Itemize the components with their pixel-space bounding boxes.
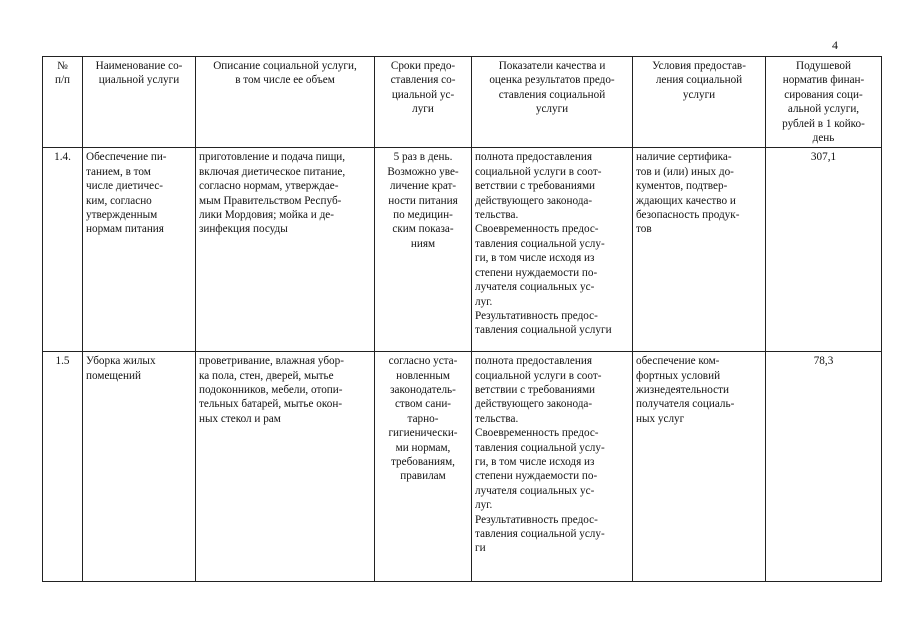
services-table [42, 56, 882, 582]
header-terms: Сроки предо- ставления со- циальной ус- луги [375, 57, 472, 148]
page-number: 4 [832, 38, 838, 52]
header-description: Описание социальной услуги, в том числе ее объем [196, 57, 375, 148]
row-number: 1.4. [43, 148, 83, 352]
service-description: приготовление и подача пищи, включая диетическое питание, согласно нормам, утверждае- мым Правительством Респуб- лики Мордовия; мойка и де- зинфекция посуды [196, 148, 375, 352]
header-quality: Показатели качества и оценка результатов предо- ставления социальной услуги [472, 57, 633, 148]
service-conditions: обеспечение ком- фортных условий жизнедеятельности получателя социаль- ных услуг [633, 352, 766, 582]
header-number: № п/п [43, 57, 83, 148]
service-norm: 307,1 [766, 148, 882, 352]
service-name: Обеспечение пи- танием, в том числе диетичес- ким, согласно утвержденным нормам питания [83, 148, 196, 352]
service-terms: согласно уста- новленным законодатель- ством сани- тарно- гигиенически- ми нормам, требованиям, правилам [375, 352, 472, 582]
service-name: Уборка жилых помещений [83, 352, 196, 582]
row-number: 1.5 [43, 352, 83, 582]
header-service-name: Наименование со- циальной услуги [83, 57, 196, 148]
header-conditions: Условия предостав- ления социальной услуги [633, 57, 766, 148]
service-terms: 5 раз в день. Возможно уве- личение крат- ности питания по медицин- ским показа- ниям [375, 148, 472, 352]
header-norm: Подушевой норматив финан- сирования соци- альной услуги, рублей в 1 койко- день [766, 57, 882, 148]
service-quality: полнота предоставления социальной услуги в соот- ветствии с требованиями действующего законода- тельства. Своевременность предос- тавления социальной услу- ги, в том числе исходя из степени нуждаемости по- лучателя социальных ус- луг. Результативность предос- тавления социальной услу- ги [472, 352, 633, 582]
table-row [43, 352, 882, 582]
service-quality: полнота предоставления социальной услуги в соот- ветствии с требованиями действующего законода- тельства. Своевременность предос- тавления социальной услу- ги, в том числе исходя из степени нуждаемости по- лучателя социальных ус- луг. Результативность предос- тавления социальной услуги [472, 148, 633, 352]
service-norm: 78,3 [766, 352, 882, 582]
table-row [43, 148, 882, 352]
service-conditions: наличие сертифика- тов и (или) иных до- кументов, подтвер- ждающих качество и безопасность продук- тов [633, 148, 766, 352]
service-description: проветривание, влажная убор- ка пола, стен, дверей, мытье подоконников, мебели, отопи- тельных батарей, мытье окон- ных стекол и рам [196, 352, 375, 582]
